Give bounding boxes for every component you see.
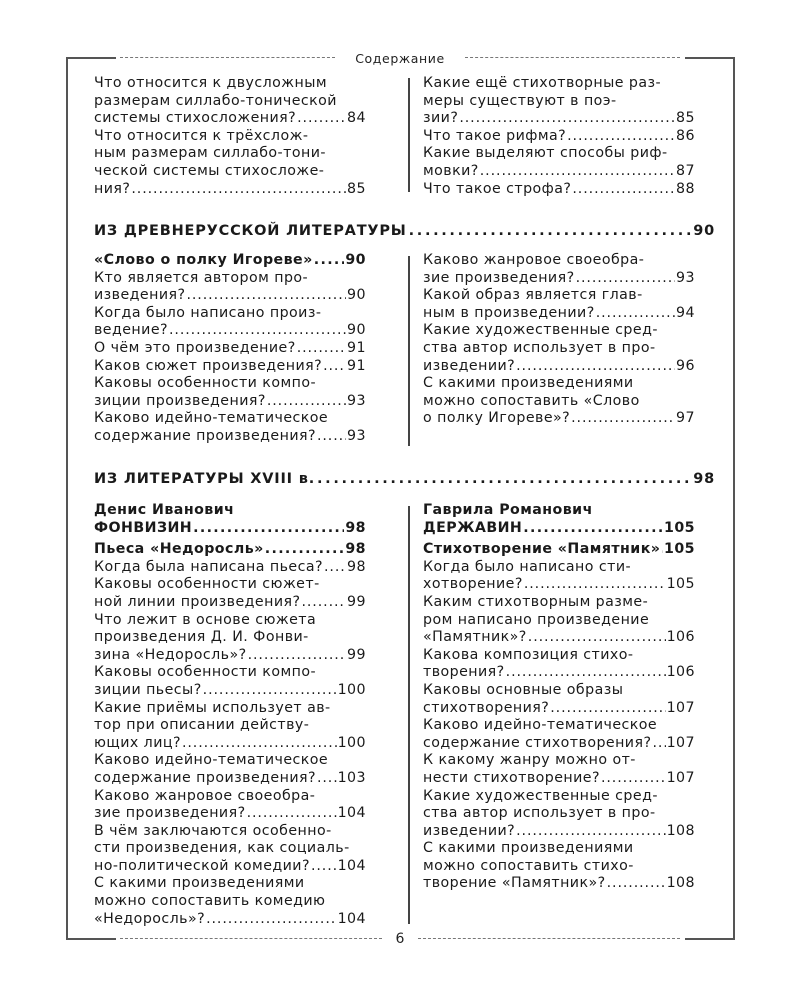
work-title: Пьеса «Недоросль» bbox=[94, 541, 264, 558]
leader-dots bbox=[459, 110, 675, 128]
toc-entry bbox=[423, 717, 695, 752]
section-title: ИЗ ЛИТЕРАТУРЫ XVIII в. bbox=[94, 471, 315, 487]
toc-entry-last-line bbox=[94, 647, 366, 665]
author-name-fonvizin: Денис Иванович bbox=[94, 502, 235, 518]
toc-entry bbox=[423, 252, 695, 287]
toc-entry-text: О чём это произведение? bbox=[94, 339, 296, 356]
frame-right-border bbox=[733, 57, 735, 940]
toc-entry bbox=[94, 410, 366, 445]
toc-entry-line: Когда было написано произ- bbox=[94, 304, 322, 321]
toc-entry-line: ром написано произведение bbox=[423, 611, 650, 628]
leader-dots bbox=[607, 875, 666, 893]
toc-entry-text: «Недоросль»? bbox=[94, 910, 206, 927]
toc-entry-text: Что такое рифма? bbox=[423, 127, 567, 144]
toc-entry-line: Каково жанровое своеобра- bbox=[423, 252, 645, 268]
work-heading-slovo bbox=[94, 252, 366, 270]
toc-entry bbox=[423, 840, 695, 893]
leader-dots bbox=[317, 770, 337, 788]
leader-dots bbox=[317, 428, 346, 446]
leader-dots bbox=[247, 805, 337, 823]
leader-dots bbox=[324, 559, 346, 577]
leader-dots bbox=[516, 823, 665, 841]
toc-entry-last-line bbox=[94, 322, 366, 340]
toc-entry bbox=[94, 375, 366, 410]
leader-dots bbox=[203, 682, 337, 700]
section-title: ИЗ ДРЕВНЕРУССКОЙ ЛИТЕРАТУРЫ bbox=[94, 223, 407, 239]
toc-entry-text: зие произведения? bbox=[423, 269, 575, 286]
toc-entry-text: изведении? bbox=[423, 822, 516, 839]
toc-entry-page: 85 bbox=[347, 180, 366, 197]
toc-entry-last-line bbox=[423, 110, 695, 128]
author-name-derzhavin: Гаврила Романович bbox=[423, 502, 593, 518]
toc-entry-text: «Памятник»? bbox=[423, 629, 527, 646]
toc-entry bbox=[423, 559, 695, 594]
toc-entry-last-line bbox=[423, 358, 695, 376]
toc-entry-text: о полку Игореве»? bbox=[423, 410, 571, 427]
toc-entry-line: В чём заключаются особенно- bbox=[94, 822, 332, 839]
top-left-column bbox=[94, 75, 366, 198]
leader-dots bbox=[550, 700, 665, 718]
toc-entry-line: Каково жанровое своеобра- bbox=[94, 787, 316, 804]
toc-entry-page: 93 bbox=[347, 427, 366, 444]
toc-entry-line: Каковы особенности сюжет- bbox=[94, 576, 320, 593]
toc-entry-line: С какими произведениями bbox=[94, 875, 305, 892]
author-page: 105 bbox=[664, 519, 695, 536]
toc-entry-last-line bbox=[94, 858, 366, 876]
toc-entry-text: ной линии произведения? bbox=[94, 593, 301, 610]
toc-entry bbox=[423, 181, 695, 199]
work-heading-pamyatnik bbox=[423, 541, 695, 559]
toc-entry-last-line bbox=[94, 287, 366, 305]
leader-dots bbox=[523, 520, 663, 538]
author-surname-derzhavin bbox=[423, 520, 695, 538]
leader-dots bbox=[248, 647, 346, 665]
toc-entry-last-line bbox=[94, 181, 366, 199]
toc-entry bbox=[423, 287, 695, 322]
toc-entry-page: 104 bbox=[337, 857, 366, 874]
toc-entry-last-line bbox=[423, 770, 695, 788]
toc-entry-last-line bbox=[423, 163, 695, 181]
toc-entry-text: содержание произведения? bbox=[94, 769, 316, 786]
leader-dots bbox=[297, 340, 346, 358]
toc-entry bbox=[423, 322, 695, 375]
leader-dots bbox=[506, 664, 666, 682]
leader-dots bbox=[186, 287, 346, 305]
toc-entry-text: творения? bbox=[423, 664, 505, 681]
toc-entry-page: 88 bbox=[676, 180, 695, 197]
section-heading-old-russian bbox=[94, 223, 715, 239]
toc-entry-text: хотворение? bbox=[423, 576, 523, 593]
page-number: 6 bbox=[395, 931, 405, 947]
toc-entry-line: ства автор использует в про- bbox=[423, 339, 656, 356]
top-right-column bbox=[423, 75, 695, 198]
toc-entry bbox=[94, 358, 366, 376]
toc-entry-page: 98 bbox=[347, 558, 366, 575]
page-header-title: Содержание bbox=[355, 51, 445, 66]
toc-entry-last-line bbox=[94, 428, 366, 446]
toc-entry bbox=[94, 788, 366, 823]
toc-entry-page: 105 bbox=[666, 576, 695, 593]
toc-entry bbox=[423, 594, 695, 647]
toc-entry-page: 86 bbox=[676, 127, 695, 144]
toc-entry-last-line bbox=[94, 770, 366, 788]
toc-entry-page: 90 bbox=[347, 322, 366, 339]
leader-dots bbox=[661, 541, 663, 559]
work-title: «Слово о полку Игореве» bbox=[94, 252, 313, 268]
toc-entry-page: 106 bbox=[666, 664, 695, 681]
toc-entry bbox=[423, 128, 695, 146]
toc-entry bbox=[94, 559, 366, 577]
toc-entry-page: 85 bbox=[676, 110, 695, 127]
work-heading-nedorosl bbox=[94, 541, 366, 559]
toc-entry-line: Каково идейно-тематическое bbox=[94, 752, 329, 769]
toc-entry-line: Какие выделяют способы риф- bbox=[423, 145, 668, 162]
toc-entry-last-line bbox=[423, 270, 695, 288]
toc-entry-last-line bbox=[423, 181, 695, 199]
toc-entry-text: мовки? bbox=[423, 162, 479, 179]
toc-entry bbox=[423, 647, 695, 682]
leader-dots bbox=[480, 163, 675, 181]
toc-entry-text: нести стихотворение? bbox=[423, 769, 600, 786]
toc-entry-last-line bbox=[94, 735, 366, 753]
leader-dots bbox=[131, 181, 346, 199]
toc-entry-page: 94 bbox=[676, 304, 695, 321]
toc-entry-last-line bbox=[94, 358, 366, 376]
section2-left-column bbox=[94, 502, 366, 928]
toc-entry-line: тор при описании действу- bbox=[94, 717, 310, 734]
toc-entry-text: зина «Недоросль»? bbox=[94, 646, 247, 663]
leader-dots bbox=[265, 541, 345, 559]
toc-entry-text: зиции произведения? bbox=[94, 392, 266, 409]
toc-entry-line: можно сопоставить «Слово bbox=[423, 392, 640, 409]
toc-entry-last-line bbox=[94, 559, 366, 577]
leader-dots bbox=[571, 410, 675, 428]
toc-entry-page: 100 bbox=[337, 734, 366, 751]
section1-right-column bbox=[423, 252, 695, 428]
toc-entry-last-line bbox=[94, 340, 366, 358]
toc-entry bbox=[94, 612, 366, 665]
leader-dots bbox=[567, 128, 675, 146]
toc-entry-page: 90 bbox=[347, 287, 366, 304]
toc-entry-line: Каким стихотворным разме- bbox=[423, 593, 649, 610]
leader-dots bbox=[576, 270, 675, 288]
toc-entry bbox=[94, 752, 366, 787]
section-page: 98 bbox=[693, 471, 715, 487]
toc-entry-page: 96 bbox=[676, 357, 695, 374]
leader-dots bbox=[311, 858, 337, 876]
toc-entry-text: зие произведения? bbox=[94, 805, 246, 822]
leader-dots bbox=[169, 322, 346, 340]
toc-entry-line: можно сопоставить стихо- bbox=[423, 857, 634, 874]
toc-entry-line: можно сопоставить комедию bbox=[94, 893, 326, 910]
toc-entry-line: размерам силлабо-тонической bbox=[94, 92, 337, 109]
toc-entry-page: 104 bbox=[337, 910, 366, 927]
toc-entry-page: 100 bbox=[337, 681, 366, 698]
toc-entry-text: содержание произведения? bbox=[94, 427, 316, 444]
toc-entry-line: С какими произведениями bbox=[423, 375, 634, 392]
toc-entry-line: К какому жанру можно от- bbox=[423, 752, 636, 769]
toc-entry-line: ства автор использует в про- bbox=[423, 805, 656, 822]
toc-entry-page: 84 bbox=[347, 110, 366, 127]
toc-entry-line: Какие художественные сред- bbox=[423, 787, 658, 804]
toc-entry-line: Что лежит в основе сюжета bbox=[94, 611, 317, 628]
toc-entry-text: зиции пьесы? bbox=[94, 681, 202, 698]
toc-entry-text: ющих лиц? bbox=[94, 734, 181, 751]
toc-entry-last-line bbox=[423, 576, 695, 594]
toc-entry-last-line bbox=[423, 700, 695, 718]
top-column-divider bbox=[408, 78, 410, 192]
toc-entry-text: Когда была написана пьеса? bbox=[94, 558, 323, 575]
leader-dots bbox=[596, 305, 675, 323]
leader-dots bbox=[267, 393, 346, 411]
toc-entry bbox=[94, 700, 366, 753]
toc-entry-page: 108 bbox=[666, 822, 695, 839]
author-surname-fonvizin bbox=[94, 520, 366, 538]
toc-entry bbox=[94, 305, 366, 340]
toc-entry-text: Каков сюжет произведения? bbox=[94, 357, 323, 374]
toc-entry bbox=[94, 340, 366, 358]
leader-dots bbox=[314, 252, 345, 270]
toc-entry bbox=[94, 823, 366, 876]
toc-entry-line: ческой системы стихосложе- bbox=[94, 162, 325, 179]
toc-entry-line: Что относится к трёхслож- bbox=[94, 127, 309, 144]
toc-entry-text: ния? bbox=[94, 180, 131, 197]
section1-column-divider bbox=[408, 256, 410, 446]
toc-entry-last-line bbox=[423, 664, 695, 682]
toc-entry-page: 107 bbox=[666, 734, 695, 751]
toc-entry-page: 91 bbox=[347, 339, 366, 356]
toc-entry bbox=[423, 752, 695, 787]
leader-dots bbox=[652, 735, 665, 753]
toc-entry-last-line bbox=[423, 410, 695, 428]
author-surname: ФОНВИЗИН bbox=[94, 519, 193, 536]
toc-entry-line: Какой образ является глав- bbox=[423, 287, 643, 304]
toc-entry-page: 93 bbox=[347, 392, 366, 409]
toc-entry-last-line bbox=[94, 682, 366, 700]
toc-entry bbox=[423, 75, 695, 128]
toc-entry-last-line bbox=[94, 110, 366, 128]
toc-entry-line: Каковы особенности компо- bbox=[94, 375, 317, 392]
author-surname: ДЕРЖАВИН bbox=[423, 519, 523, 536]
toc-entry-line: Каково идейно-тематическое bbox=[94, 410, 329, 427]
toc-entry-text: изведении? bbox=[423, 357, 516, 374]
leader-dots bbox=[572, 181, 675, 199]
toc-entry bbox=[94, 664, 366, 699]
work-page: 105 bbox=[664, 541, 695, 558]
section-heading-18th-century bbox=[94, 471, 715, 487]
toc-entry bbox=[423, 145, 695, 180]
toc-entry-text: но-политической комедии? bbox=[94, 857, 310, 874]
toc-entry-page: 107 bbox=[666, 769, 695, 786]
work-page: 98 bbox=[345, 541, 366, 558]
toc-entry-page: 87 bbox=[676, 162, 695, 179]
toc-entry-text: стихотворения? bbox=[423, 699, 550, 716]
toc-entry-page: 104 bbox=[337, 805, 366, 822]
toc-entry-page: 99 bbox=[347, 593, 366, 610]
toc-entry-line: Какова композиция стихо- bbox=[423, 646, 634, 663]
toc-entry bbox=[423, 375, 695, 428]
toc-entry-last-line bbox=[94, 911, 366, 929]
toc-entry bbox=[94, 270, 366, 305]
leader-dots bbox=[409, 223, 692, 239]
leader-dots bbox=[516, 358, 675, 376]
toc-entry-last-line bbox=[423, 629, 695, 647]
toc-entry bbox=[94, 875, 366, 928]
toc-entry-page: 97 bbox=[676, 410, 695, 427]
toc-entry-line: Что относится к двусложным bbox=[94, 75, 328, 91]
section2-right-column bbox=[423, 502, 695, 893]
toc-entry-last-line bbox=[423, 128, 695, 146]
toc-entry-last-line bbox=[423, 305, 695, 323]
toc-entry-line: Какие ещё стихотворные раз- bbox=[423, 75, 662, 91]
toc-entry bbox=[94, 75, 366, 128]
toc-entry-page: 108 bbox=[666, 875, 695, 892]
toc-entry bbox=[94, 128, 366, 198]
toc-entry-text: системы стихосложения? bbox=[94, 110, 297, 127]
toc-entry-text: Что такое строфа? bbox=[423, 180, 572, 197]
toc-entry-text: зии? bbox=[423, 110, 459, 127]
toc-entry-last-line bbox=[94, 393, 366, 411]
toc-entry-line: ным размерам силлабо-тони- bbox=[94, 145, 326, 162]
toc-entry-page: 107 bbox=[666, 699, 695, 716]
toc-entry-page: 99 bbox=[347, 646, 366, 663]
toc-entry-page: 106 bbox=[666, 629, 695, 646]
leader-dots bbox=[301, 594, 346, 612]
toc-entry-last-line bbox=[94, 594, 366, 612]
toc-entry bbox=[423, 682, 695, 717]
toc-entry-page: 103 bbox=[337, 769, 366, 786]
section2-column-divider bbox=[408, 506, 410, 924]
toc-entry-line: меры существуют в поэ- bbox=[423, 92, 617, 109]
leader-dots bbox=[193, 520, 344, 538]
toc-entry-page: 91 bbox=[347, 357, 366, 374]
toc-entry-line: Кто является автором про- bbox=[94, 269, 309, 286]
leader-dots bbox=[182, 735, 337, 753]
toc-entry-text: ным в произведении? bbox=[423, 304, 595, 321]
toc-entry-text: содержание стихотворения? bbox=[423, 734, 652, 751]
toc-entry-line: Какие художественные сред- bbox=[423, 322, 658, 339]
toc-entry bbox=[423, 788, 695, 841]
leader-dots bbox=[601, 770, 666, 788]
toc-entry-line: С какими произведениями bbox=[423, 840, 634, 857]
leader-dots bbox=[524, 576, 666, 594]
leader-dots bbox=[297, 110, 346, 128]
toc-entry-last-line bbox=[94, 805, 366, 823]
toc-entry bbox=[94, 576, 366, 611]
toc-entry-line: Каковы основные образы bbox=[423, 681, 624, 698]
leader-dots bbox=[528, 629, 666, 647]
toc-entry-line: Каково идейно-тематическое bbox=[423, 717, 658, 734]
toc-entry-last-line bbox=[423, 875, 695, 893]
toc-entry-line: произведения Д. И. Фонви- bbox=[94, 629, 309, 646]
toc-entry-text: творение «Памятник»? bbox=[423, 875, 606, 892]
toc-entry-page: 93 bbox=[676, 269, 695, 286]
work-title: Стихотворение «Памятник» bbox=[423, 541, 661, 558]
toc-entry-text: ведение? bbox=[94, 322, 168, 339]
toc-entry-line: Каковы особенности компо- bbox=[94, 664, 317, 681]
frame-left-border bbox=[66, 57, 68, 940]
leader-dots bbox=[323, 358, 346, 376]
section1-left-column bbox=[94, 252, 366, 446]
work-page: 90 bbox=[345, 252, 366, 268]
toc-entry-line: Какие приёмы использует ав- bbox=[94, 699, 331, 716]
section-page: 90 bbox=[693, 223, 715, 239]
leader-dots bbox=[317, 471, 691, 487]
toc-entry-line: Когда было написано сти- bbox=[423, 558, 632, 575]
toc-entry-text: изведения? bbox=[94, 287, 186, 304]
leader-dots bbox=[206, 911, 336, 929]
author-page: 98 bbox=[345, 519, 366, 536]
toc-entry-last-line bbox=[423, 735, 695, 753]
toc-entry-last-line bbox=[423, 823, 695, 841]
toc-entry-line: сти произведения, как социаль- bbox=[94, 840, 350, 857]
